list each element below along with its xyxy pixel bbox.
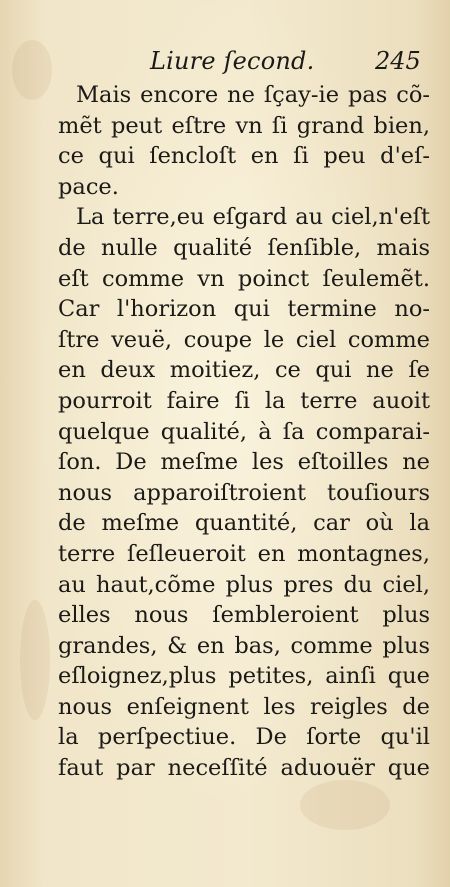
text-line: pourroit faire ſi la terre auoit xyxy=(58,387,430,414)
text-line: ſtre veuë, coupe le ciel comme xyxy=(58,326,430,353)
text-line: elles nous ſembleroient plus xyxy=(58,602,430,629)
text-line: de meſme quantité, car où la xyxy=(58,510,430,537)
paper-stain xyxy=(20,600,50,720)
text-line: mẽt peut eſtre vn ſi grand bien, xyxy=(58,112,430,139)
text-line: au haut,cõme plus pres du ciel, xyxy=(58,571,430,598)
page-number: 245 xyxy=(375,47,421,75)
text-line: faut par neceſſité aduouër que xyxy=(58,755,430,782)
running-head: Liure ſecond. xyxy=(150,47,315,75)
text-line: nous enſeignent les reigles de xyxy=(58,693,430,720)
body-text xyxy=(58,80,430,784)
text-line: de nulle qualité ſenſible, mais xyxy=(58,234,430,261)
text-line: Mais encore ne ſçay-ie pas cõ- xyxy=(76,82,430,108)
text-line: Car l'horizon qui termine no- xyxy=(58,296,430,323)
text-line: terre ſeſleueroit en montagnes, xyxy=(58,540,430,567)
text-line: ce qui ſencloſt en ſi peu d'eſ- xyxy=(58,143,430,170)
text-line: La terre,eu eſgard au ciel,n'eſt xyxy=(76,204,430,231)
page-header xyxy=(0,44,450,78)
text-line: en deux moitiez, ce qui ne ſe xyxy=(58,357,430,384)
text-line: eſloignez,plus petites, ainſi que xyxy=(58,663,430,690)
paper-stain xyxy=(300,780,390,830)
text-line: ſon. De meſme les eſtoilles ne xyxy=(58,449,430,476)
text-line: la perſpectiue. De ſorte qu'il xyxy=(58,724,430,751)
text-line: nous apparoiſtroient touſiours xyxy=(58,479,430,506)
text-line: quelque qualité, à ſa comparai- xyxy=(58,418,430,445)
text-line: grandes, & en bas, comme plus xyxy=(58,632,430,659)
text-line: pace. xyxy=(58,173,119,200)
text-line: eſt comme vn poinct ſeulemẽt. xyxy=(58,265,430,292)
